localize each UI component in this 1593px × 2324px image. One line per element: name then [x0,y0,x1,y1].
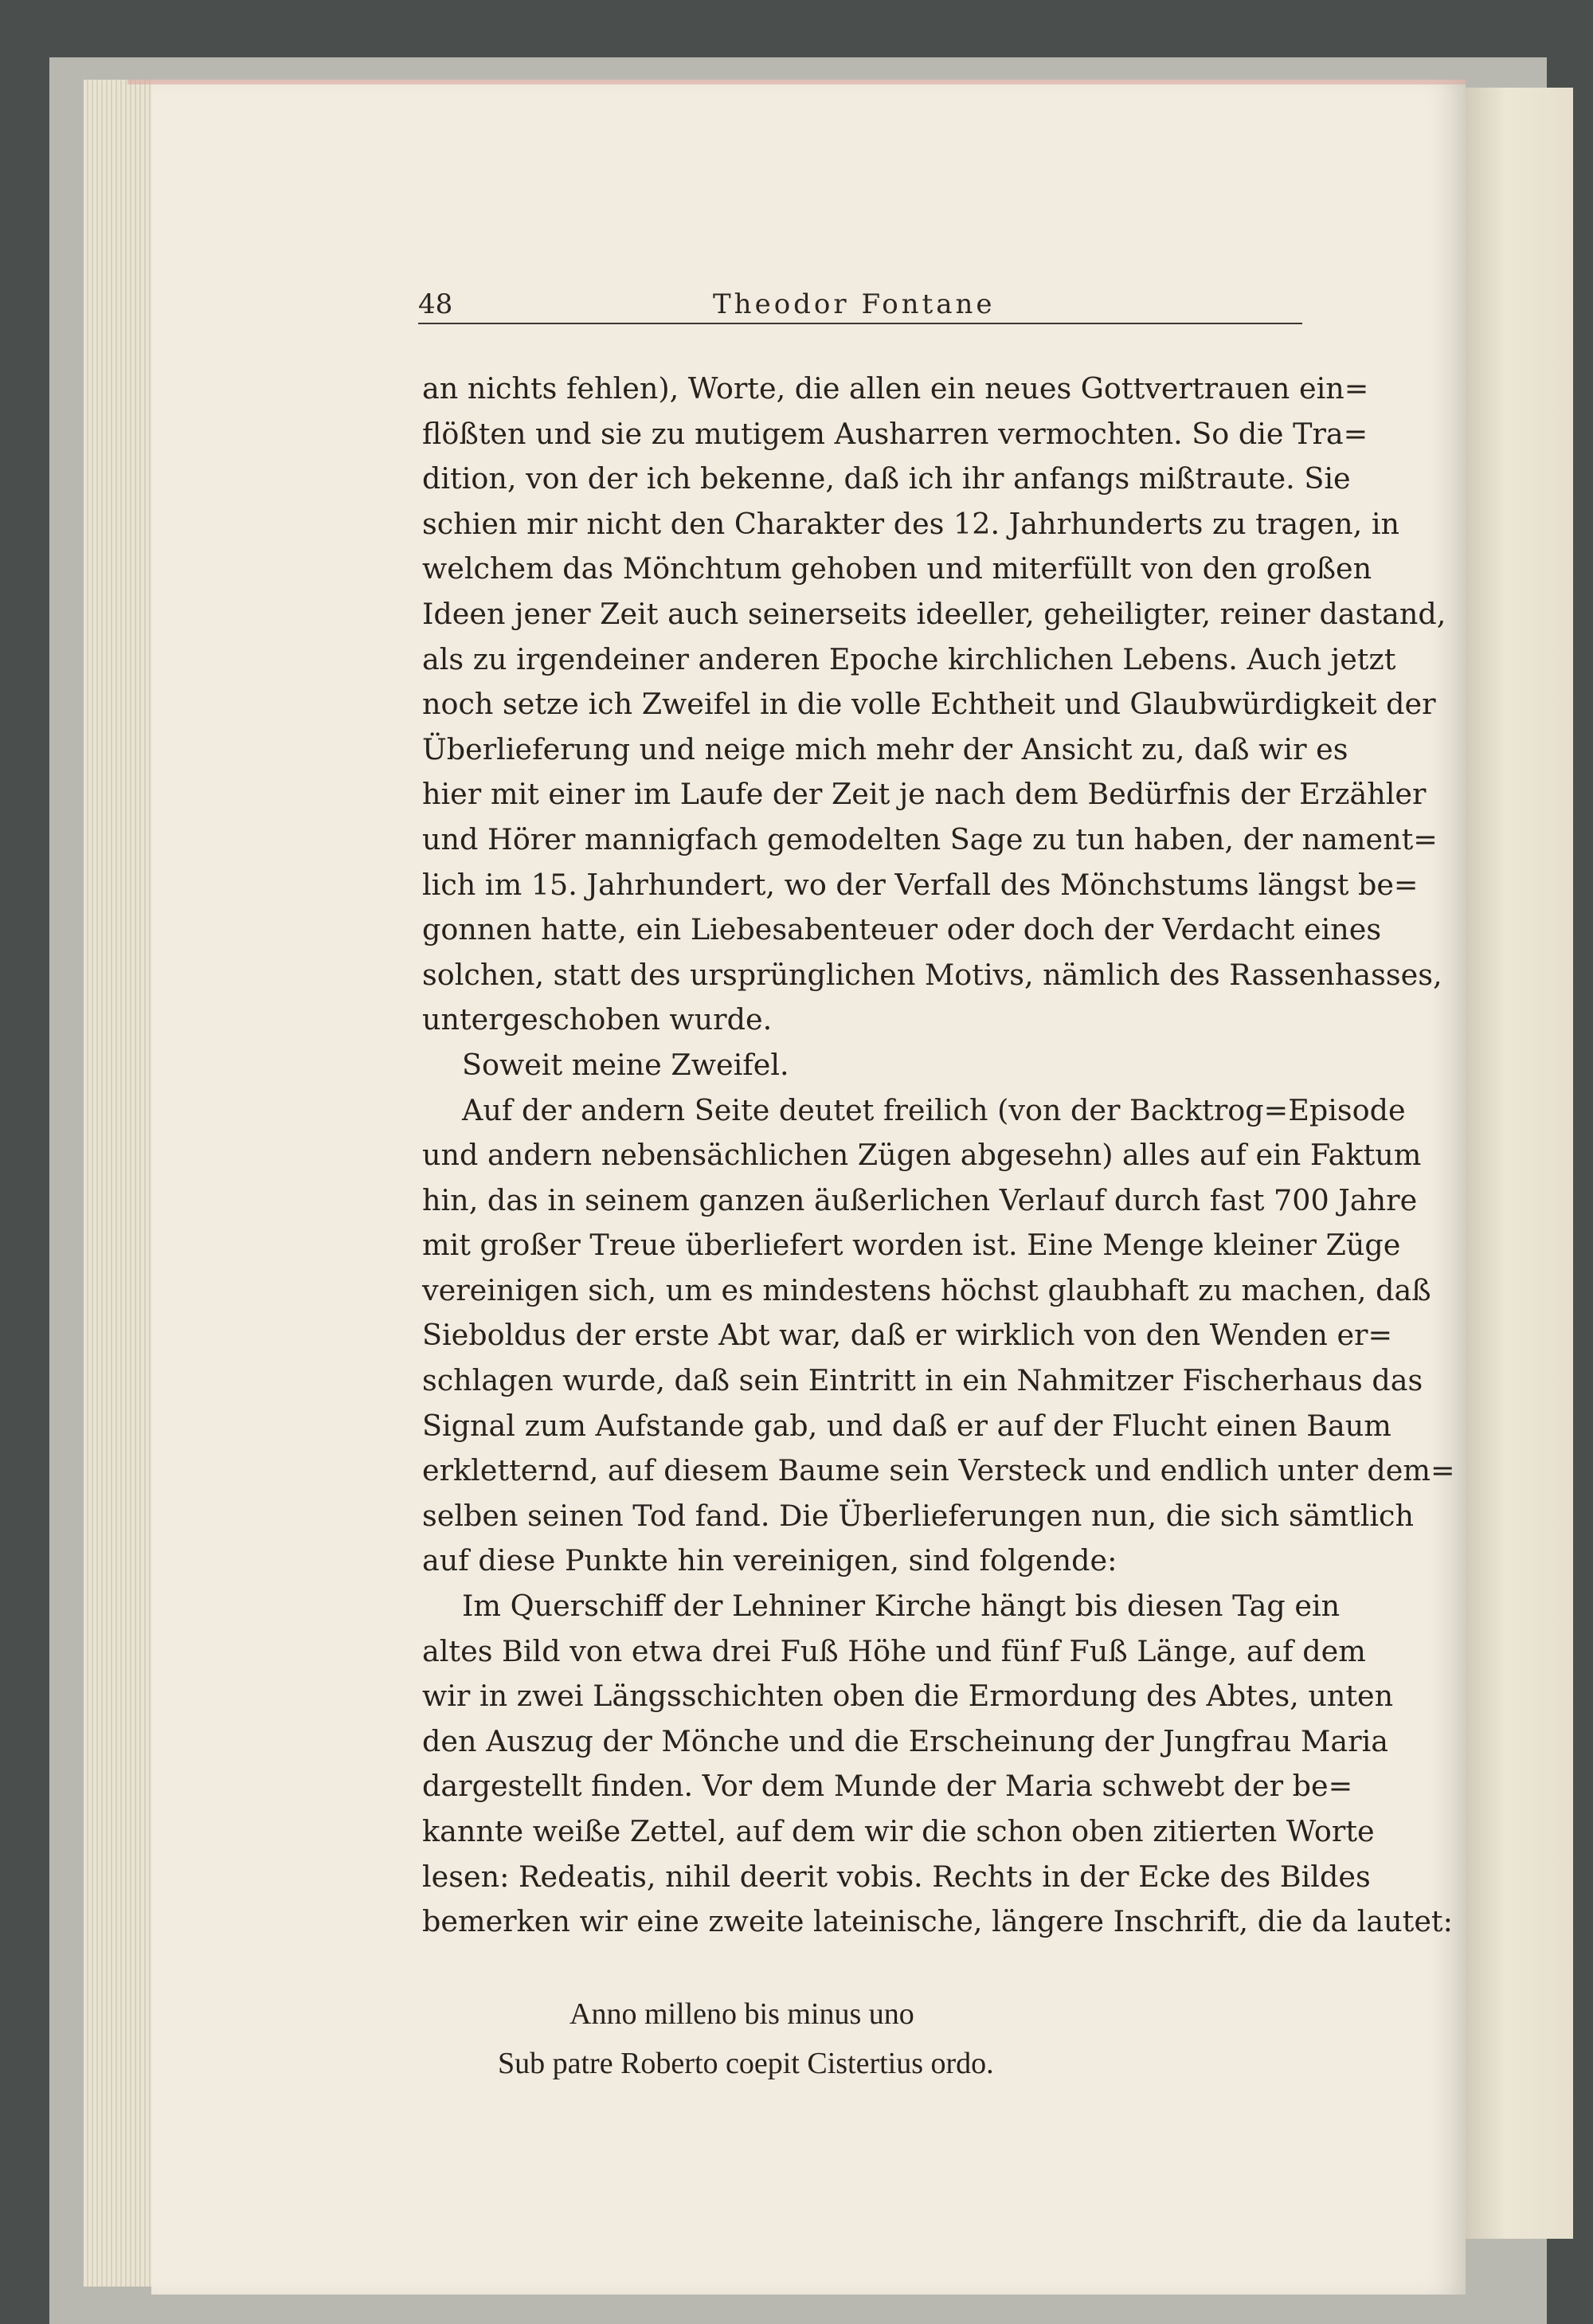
text-line: kannte weiße Zettel, auf dem wir die schon oben zitierten Worte [422,1814,1375,1848]
text-line: wir in zwei Längsschichten oben die Ermordung des Abtes, unten [422,1679,1394,1714]
body-text [422,366,1455,2088]
text-line: hier mit einer im Laufe der Zeit je nach dem Bedürfnis der Erzähler [422,777,1427,812]
text-line: und Hörer mannigfach gemodelten Sage zu tun haben, der nament= [422,821,1438,856]
text-line: und andern nebensächlichen Zügen abgesehn) alles auf ein Faktum [422,1138,1422,1173]
facing-page-edge [1462,88,1573,2239]
page-top-edge [127,80,1466,84]
text-line: dargestellt finden. Vor dem Munde der Maria schwebt der be= [422,1769,1353,1804]
text-line: schien mir nicht den Charakter des 12. Jahrhunderts zu tragen, in [422,506,1400,541]
text-line: Im Querschiff der Lehniner Kirche hängt bis diesen Tag ein [462,1589,1341,1624]
text-line: untergeschoben wurde. [422,1002,773,1037]
text-line: an nichts fehlen), Worte, die allen ein neues Gottvertrauen ein= [422,371,1369,406]
page-number: 48 [418,288,453,320]
text-line: hin, das in seinem ganzen äußerlichen Verlauf durch fast 700 Jahre [422,1182,1418,1217]
header-rule [418,323,1302,324]
text-line: Überlieferung und neige mich mehr der Ansicht zu, daß wir es [422,731,1348,766]
text-line: vereinigen sich, um es mindestens höchst glaubhaft zu machen, daß [422,1272,1431,1307]
running-title: Theodor Fontane [713,288,996,320]
text-line: dition, von der ich bekenne, daß ich ihr anfangs mißtraute. Sie [422,461,1351,496]
text-line: noch setze ich Zweifel in die volle Echtheit und Glaubwürdigkeit der [422,687,1436,722]
text-line: Soweit meine Zweifel. [462,1047,789,1082]
text-line: erkletternd, auf diesem Baume sein Versteck und endlich unter dem= [422,1453,1455,1488]
text-line: welchem das Mönchtum gehoben und miterfüllt von den großen [422,551,1372,586]
text-line: gonnen hatte, ein Liebesabenteuer oder doch der Verdacht eines [422,912,1382,947]
text-line: flößten und sie zu mutigem Ausharren vermochten. So die Tra= [422,416,1368,451]
text-line: schlagen wurde, daß sein Eintritt in ein Nahmitzer Fischerhaus das [422,1363,1423,1398]
text-line: als zu irgendeiner anderen Epoche kirchlichen Lebens. Auch jetzt [422,641,1396,676]
text-line: solchen, statt des ursprünglichen Motivs, nämlich des Rassenhasses, [422,957,1442,992]
page-header [418,288,1302,327]
text-line: auf diese Punkte hin vereinigen, sind folgende: [422,1543,1117,1578]
verse-line: Sub patre Roberto coepit Cistertius ordo. [498,2046,994,2080]
verse-gap [422,1945,1306,1989]
text-line: Sieboldus der erste Abt war, daß er wirklich von den Wenden er= [422,1318,1393,1353]
text-line: lesen: Redeatis, nihil deerit vobis. Rechts in der Ecke des Bildes [422,1859,1371,1894]
text-line: Ideen jener Zeit auch seinerseits ideeller, geheiligter, reiner dastand, [422,596,1446,631]
text-line: Auf der andern Seite deutet freilich (von der Backtrog=Episode [462,1092,1406,1127]
text-line: bemerken wir eine zweite lateinische, längere Inschrift, die da lautet: [422,1904,1453,1939]
text-line: den Auszug der Mönche und die Erscheinung der Jungfrau Maria [422,1723,1389,1758]
text-line: altes Bild von etwa drei Fuß Höhe und fünf Fuß Länge, auf dem [422,1633,1366,1668]
text-line: selben seinen Tod fand. Die Überlieferungen nun, die sich sämtlich [422,1498,1415,1533]
text-line: lich im 15. Jahrhundert, wo der Verfall des Mönchstums längst be= [422,867,1419,902]
text-line: Signal zum Aufstande gab, und daß er auf der Flucht einen Baum [422,1408,1391,1443]
text-line: mit großer Treue überliefert worden ist. Eine Menge kleiner Züge [422,1228,1401,1263]
page-edges [84,80,155,2287]
verse-line: Anno milleno bis minus uno [569,1997,914,2031]
